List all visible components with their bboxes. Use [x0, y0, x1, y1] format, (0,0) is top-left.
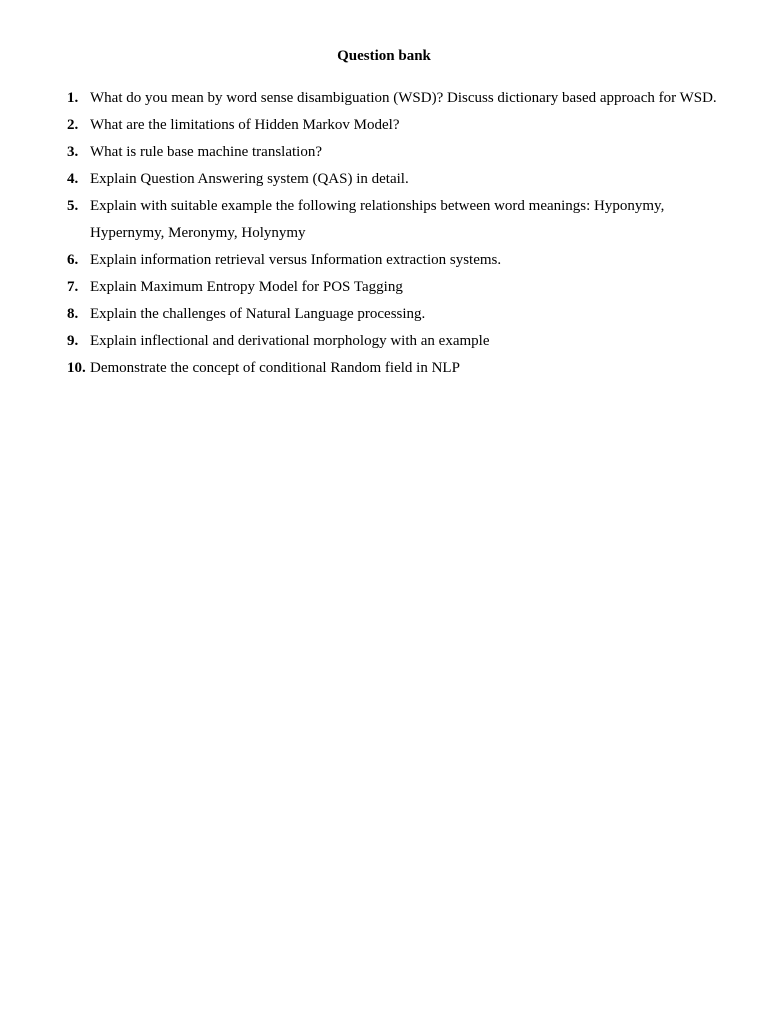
- question-list: [67, 85, 737, 382]
- question-item-1: [67, 85, 737, 112]
- question-text: What do you mean by word sense disambiguation (WSD)? Discuss dictionary based approach for WSD.: [90, 90, 717, 106]
- question-item-6: [67, 247, 737, 274]
- question-number: 10.: [67, 360, 86, 376]
- question-number: 6.: [67, 252, 79, 268]
- question-number: 7.: [67, 279, 79, 295]
- question-text: Explain inflectional and derivational morphology with an example: [90, 333, 490, 349]
- question-number: 9.: [67, 333, 79, 349]
- question-text: Explain the challenges of Natural Language processing.: [90, 306, 426, 322]
- question-text: Explain information retrieval versus Information extraction systems.: [90, 252, 502, 268]
- question-item-8: [67, 301, 737, 328]
- question-item-4: [67, 166, 737, 193]
- question-number: 4.: [67, 171, 79, 187]
- question-number: 2.: [67, 117, 79, 133]
- question-item-5: [67, 193, 737, 247]
- question-text: Explain with suitable example the following relationships between word meanings: Hyponymy, Hypernymy, Meronymy, Holynymy: [90, 198, 665, 241]
- question-number: 8.: [67, 306, 79, 322]
- question-number: 3.: [67, 144, 79, 160]
- question-number: 1.: [67, 90, 79, 106]
- page-title: Question bank: [337, 48, 431, 64]
- question-text: What is rule base machine translation?: [90, 144, 322, 160]
- question-item-2: [67, 112, 737, 139]
- question-text: Explain Maximum Entropy Model for POS Tagging: [90, 279, 403, 295]
- question-text: Demonstrate the concept of conditional Random field in NLP: [90, 360, 460, 376]
- question-text: What are the limitations of Hidden Markov Model?: [90, 117, 400, 133]
- question-item-7: [67, 274, 737, 301]
- question-number: 5.: [67, 198, 79, 214]
- question-item-3: [67, 139, 737, 166]
- question-item-9: [67, 328, 737, 355]
- question-item-10: [67, 355, 737, 382]
- question-text: Explain Question Answering system (QAS) in detail.: [90, 171, 409, 187]
